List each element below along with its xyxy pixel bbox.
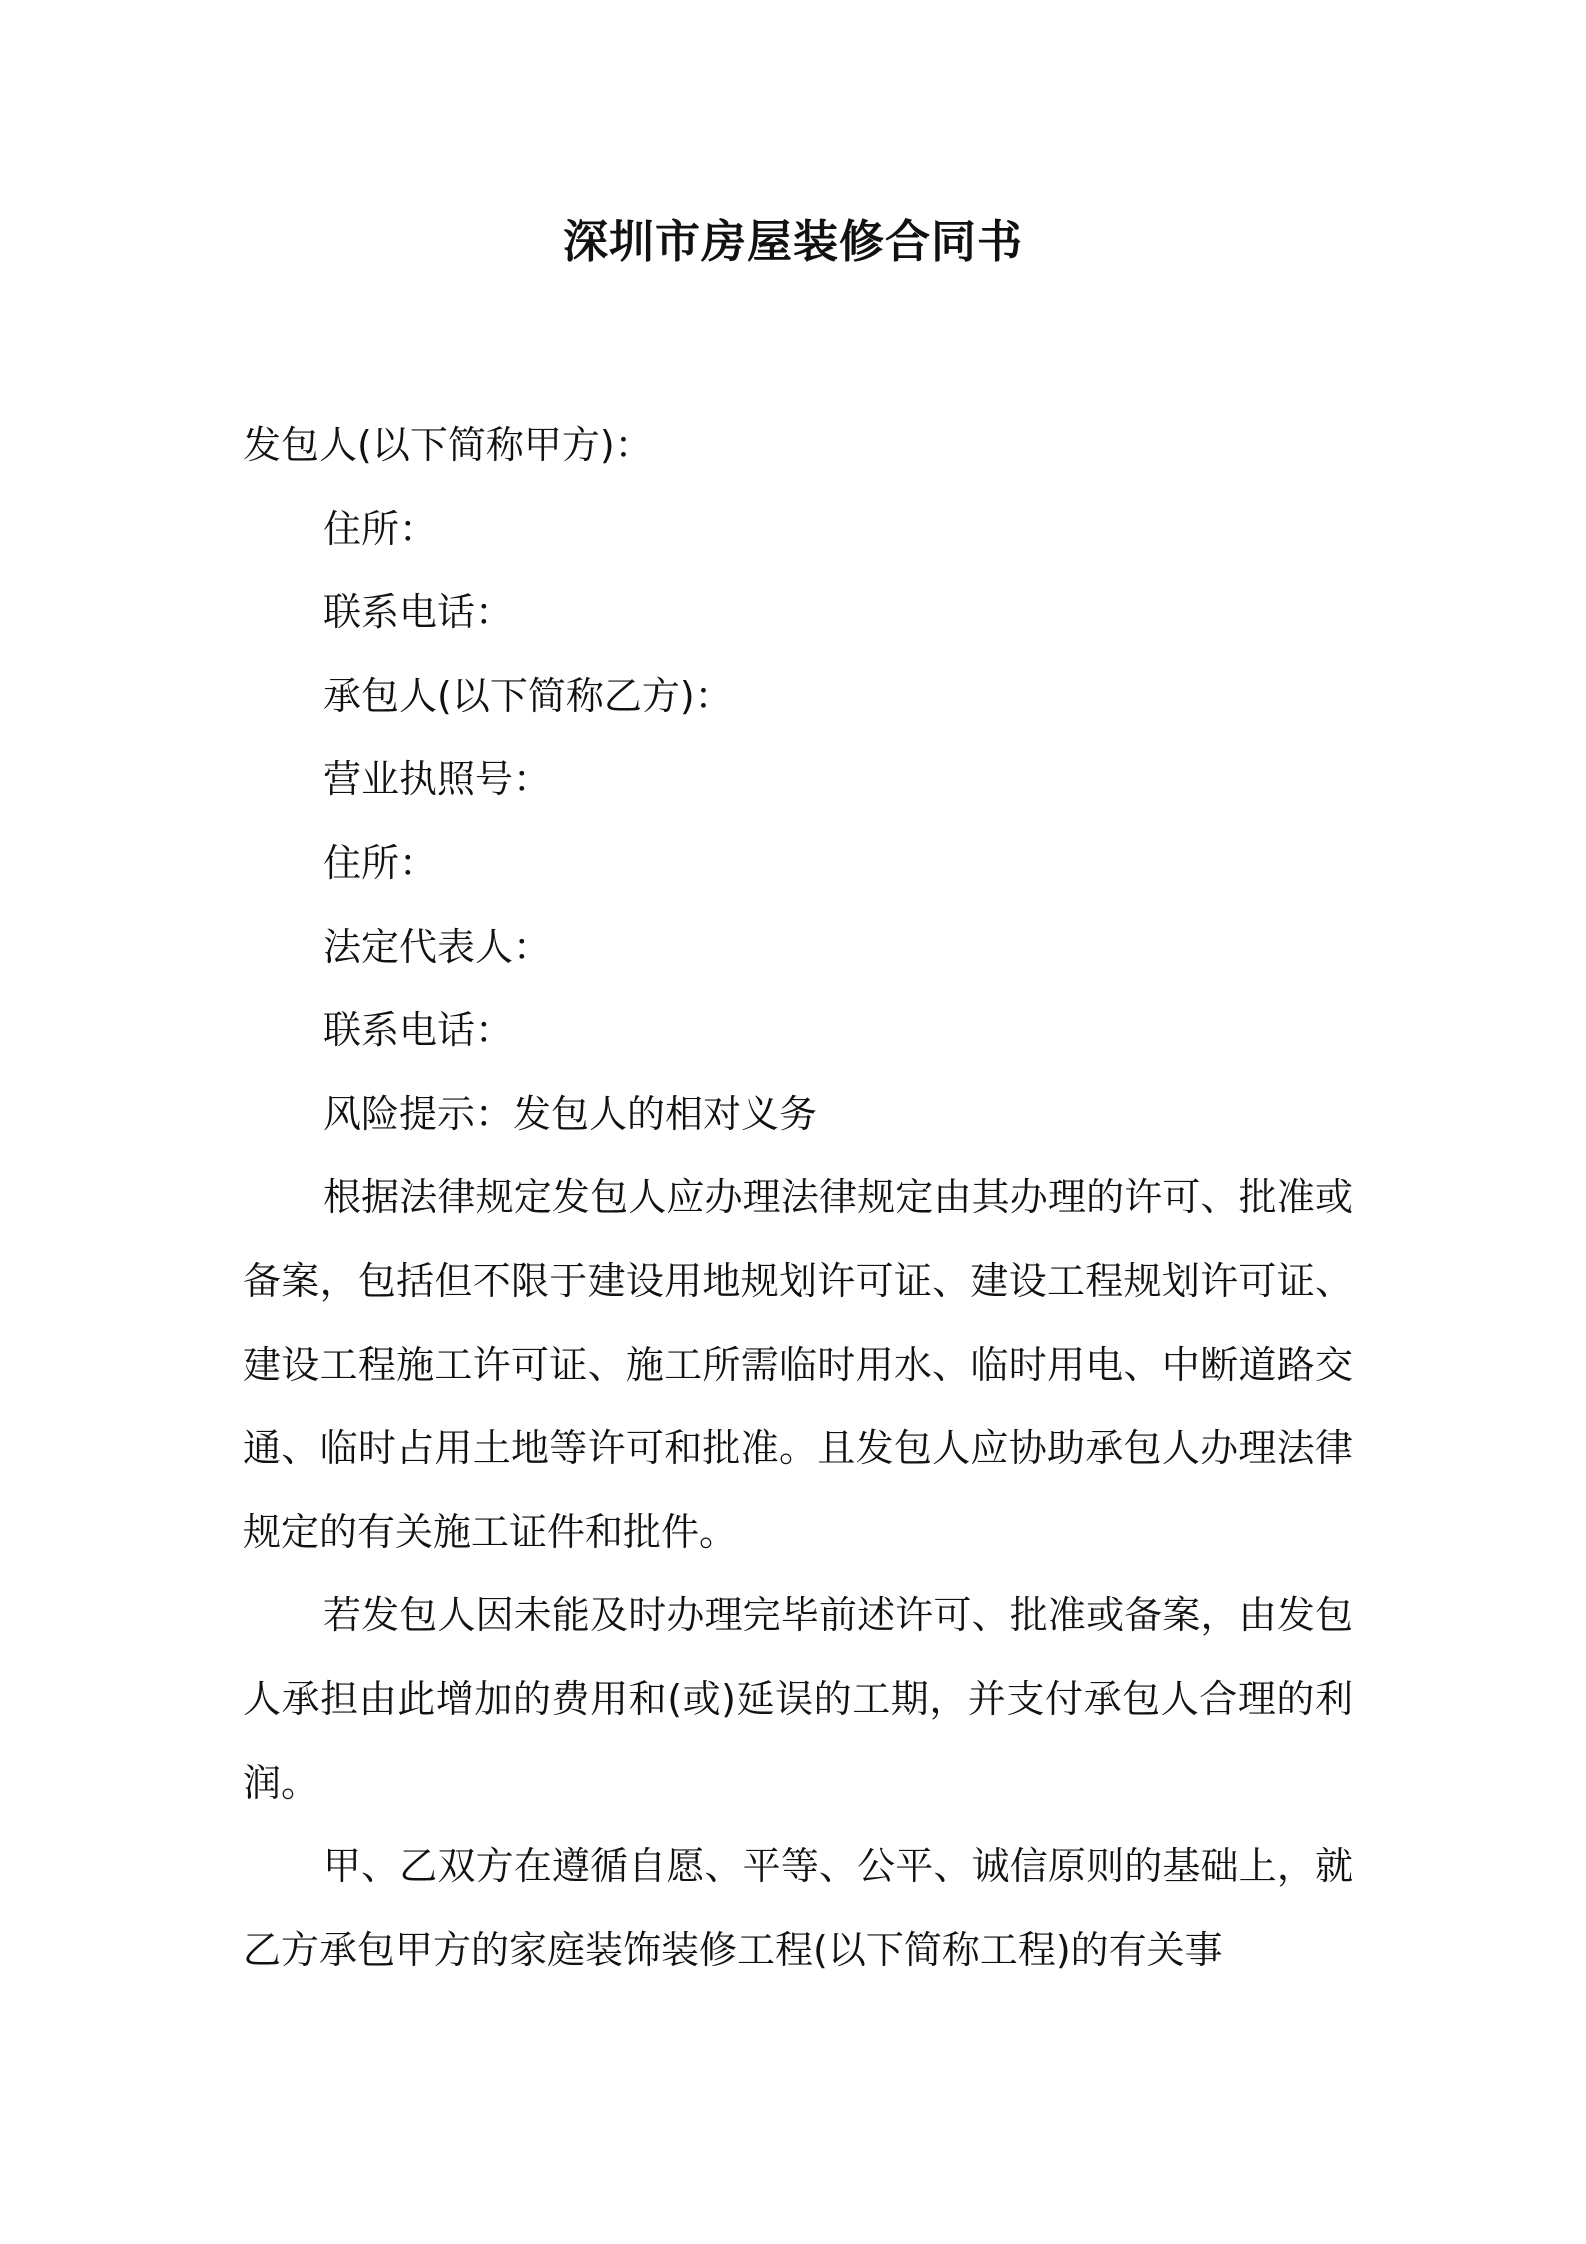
party-a-field: 发包人(以下简称甲方)： [243, 423, 653, 467]
party-b-license-field: 营业执照号： [323, 757, 552, 802]
paragraph-permits: 根据法律规定发包人应办理法律规定由其办理的许可、批准或备案，包括但不限于建设用地规划许可证、建设工程规划许可证、建设工程施工许可证、施工所需临时用水、临时用电、中断道路交通、临时占用土地等许可和批准。且发包人应协助承包人办理法律规定的有关施工证件和批件。 [243, 1175, 1353, 1554]
document-title: 深圳市房屋装修合同书 [562, 215, 1023, 268]
party-b-field: 承包人(以下简称乙方)： [323, 673, 733, 718]
party-a-address-field: 住所： [323, 506, 438, 551]
risk-note: 风险提示：发包人的相对义务 [323, 1091, 818, 1136]
paragraph-liability: 若发包人因未能及时办理完毕前述许可、批准或备案，由发包人承担由此增加的费用和(或)延误的工期，并支付承包人合理的利润。 [243, 1593, 1353, 1805]
document-body [243, 404, 1353, 1992]
paragraph-agreement: 甲、乙双方在遵循自愿、平等、公平、诚信原则的基础上，就乙方承包甲方的家庭装饰装修工程(以下简称工程)的有关事 [243, 1844, 1353, 1972]
party-b-address-field: 住所： [323, 840, 438, 885]
party-b-phone-field: 联系电话： [323, 1008, 514, 1053]
party-b-representative-field: 法定代表人： [323, 924, 552, 969]
party-a-phone-field: 联系电话： [323, 590, 514, 635]
